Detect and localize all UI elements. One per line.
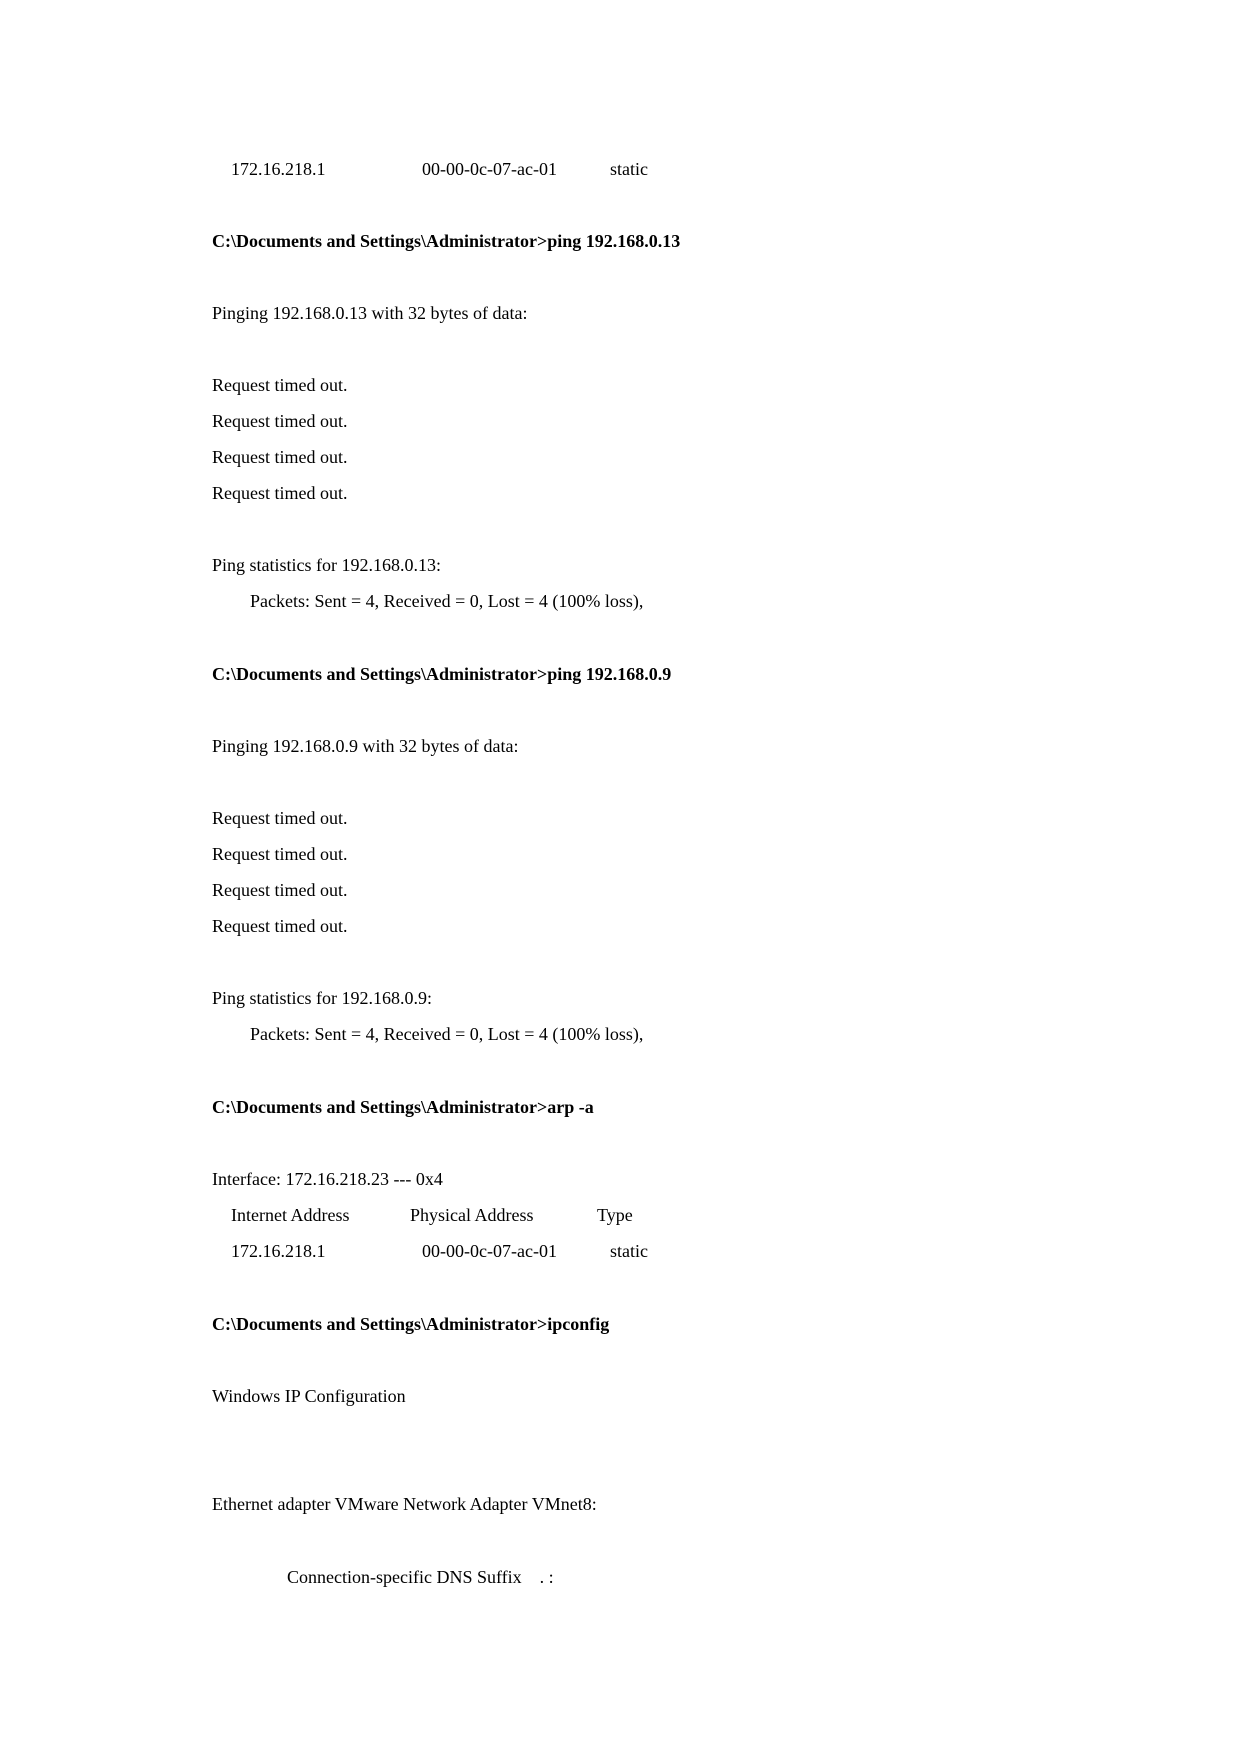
dns-suffix-line: Connection-specific DNS Suffix . :: [287, 1567, 554, 1587]
arp-header-type: Type: [597, 1205, 633, 1225]
arp-address-cell: 172.16.218.1: [231, 159, 326, 179]
command-line-ping2: C:\Documents and Settings\Administrator>ping 192.168.0.9: [212, 664, 672, 684]
arp-interface: Interface: 172.16.218.23 --- 0x4: [212, 1169, 443, 1189]
arp-header-mac: Physical Address: [410, 1205, 534, 1225]
arp-mac-cell: 00-00-0c-07-ac-01: [422, 1241, 557, 1261]
adapter-title: Ethernet adapter VMware Network Adapter VMnet8:: [212, 1494, 597, 1514]
arp-type-cell: static: [610, 1241, 648, 1261]
ping2-reply: Request timed out.: [212, 916, 348, 936]
command-line-ping1: C:\Documents and Settings\Administrator>ping 192.168.0.13: [212, 231, 681, 251]
ping1-stats-title: Ping statistics for 192.168.0.13:: [212, 555, 441, 575]
ping1-reply: Request timed out.: [212, 483, 348, 503]
ping2-reply: Request timed out.: [212, 880, 348, 900]
ping2-header: Pinging 192.168.0.9 with 32 bytes of data:: [212, 736, 519, 756]
command-line-ipconfig: C:\Documents and Settings\Administrator>ipconfig: [212, 1314, 610, 1334]
ping1-stats-packets: Packets: Sent = 4, Received = 0, Lost = 4 (100% loss),: [250, 591, 644, 611]
ping2-stats-title: Ping statistics for 192.168.0.9:: [212, 988, 432, 1008]
arp-type-cell: static: [610, 159, 648, 179]
arp-mac-cell: 00-00-0c-07-ac-01: [422, 159, 557, 179]
ping1-reply: Request timed out.: [212, 447, 348, 467]
command-line-arp: C:\Documents and Settings\Administrator>arp -a: [212, 1097, 594, 1117]
ping1-header: Pinging 192.168.0.13 with 32 bytes of data:: [212, 303, 528, 323]
arp-address-cell: 172.16.218.1: [231, 1241, 326, 1261]
ping2-reply: Request timed out.: [212, 844, 348, 864]
ping2-stats-packets: Packets: Sent = 4, Received = 0, Lost = 4 (100% loss),: [250, 1024, 644, 1044]
arp-header-address: Internet Address: [231, 1205, 350, 1225]
ping1-reply: Request timed out.: [212, 375, 348, 395]
ipconfig-title: Windows IP Configuration: [212, 1386, 406, 1406]
ping2-reply: Request timed out.: [212, 808, 348, 828]
ping1-reply: Request timed out.: [212, 411, 348, 431]
